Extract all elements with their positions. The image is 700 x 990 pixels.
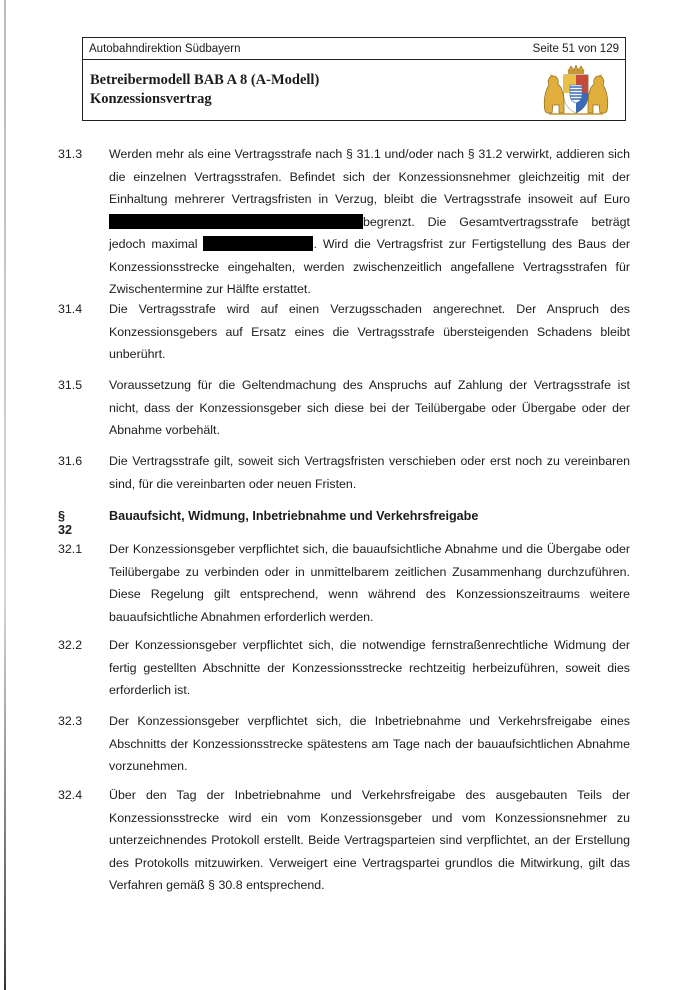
clause-number: 31.4 (58, 302, 83, 316)
clause-number: 32.1 (58, 542, 83, 556)
clause-number: 31.6 (58, 454, 83, 468)
redaction-block (203, 236, 313, 251)
clause-31-6 (58, 450, 630, 495)
clause-32-2 (58, 634, 630, 702)
clause-text (109, 143, 630, 301)
clause-text-part2: begrenzt. Die Gesamtvertragsstrafe beträgt jedoch maximal (109, 214, 630, 251)
clause-number: 32.2 (58, 638, 83, 652)
section-title: Bauaufsicht, Widmung, Inbetriebnahme und Verkehrsfreigabe (109, 509, 479, 523)
header-top-row (83, 38, 625, 60)
document-title (90, 71, 319, 109)
clause-text: Über den Tag der Inbetriebnahme und Verkehrsfreigabe des ausgebauten Teils der Konzessionsstrecke wird ein vom Konzessionsgeber und vom Konzessionsnehmer zu unterzeichnendes Protokoll erstellt. Beide Vertragsparteien sind verpflichtet, an der Erstellung des Protokolls mitzuwirken. Verweigert eine Vertragspartei grundlos die Mitwirkung, gilt das Verfahren gemäß § 30.8 entsprechend. (109, 788, 630, 892)
clause-number: 31.3 (58, 147, 83, 161)
redaction-block (109, 214, 363, 229)
clause-number: 32.4 (58, 788, 83, 802)
scan-edge-shadow (4, 0, 6, 990)
clause-31-3 (58, 143, 630, 301)
page-number: Seite 51 von 129 (532, 42, 619, 55)
clause-32-1 (58, 538, 630, 628)
clause-text: Der Konzessionsgeber verpflichtet sich, die bauaufsichtliche Abnahme und die Übergabe oder Teilübergabe zu verbinden oder in unmittelbarem zeitlichen Zusammenhang durchzuführen. Diese Regelung gilt entsprechend, wenn während des Konzessionszeitraums weitere bauaufsichtliche Abnahmen erforderlich werden. (109, 542, 630, 624)
section-number: § 32 (58, 509, 73, 537)
clause-text-part1: Werden mehr als eine Vertragsstrafe nach § 31.1 und/oder nach § 31.2 verwirkt, addieren sich die einzelnen Vertragsstrafen. Befindet sich der Konzessionsnehmer gleichzeitig mit der Einhaltung mehrerer Vertragsfristen in Verzug, bleibt die Vertragsstrafe insoweit auf Euro (109, 147, 630, 206)
clause-text: Die Vertragsstrafe gilt, soweit sich Vertragsfristen verschieben oder erst noch zu vereinbaren sind, für die vereinbarten oder neuen Fristen. (109, 454, 630, 491)
clause-text: Die Vertragsstrafe wird auf einen Verzugsschaden angerechnet. Der Anspruch des Konzessionsgebers auf Ersatz eines die Vertragsstrafe übersteigenden Schadens bleibt unberührt. (109, 302, 630, 361)
clause-number: 31.5 (58, 378, 83, 392)
coat-of-arms-logo (537, 65, 615, 117)
authority-name: Autobahndirektion Südbayern (89, 42, 241, 55)
clause-32-3 (58, 710, 630, 778)
clause-text: Voraussetzung für die Geltendmachung des Anspruchs auf Zahlung der Vertragsstrafe ist nicht, dass der Konzessionsgeber sich diese bei der Teilübergabe oder Übergabe oder der Abnahme vorbehält. (109, 378, 630, 437)
clause-31-5 (58, 374, 630, 442)
clause-number: 32.3 (58, 714, 83, 728)
clause-text: Der Konzessionsgeber verpflichtet sich, die notwendige fernstraßenrechtliche Widmung der fertig gestellten Abschnitte der Konzessionsstrecke rechtzeitig herbeizuführen, soweit dies erforderlich ist. (109, 638, 630, 697)
clause-text-part3: . Wird die Vertragsfrist zur Fertigstellung des Baus der Konzessionsstrecke eingehalten, werden zwischenzeitlich angefallene Vertragsstrafen für Zwischentermine zur Hälfte erstattet. (109, 237, 630, 296)
page-header (82, 37, 626, 121)
clause-text: Der Konzessionsgeber verpflichtet sich, die Inbetriebnahme und Verkehrsfreigabe eines Abschnitts der Konzessionsstrecke spätestens am Tage nach der bauaufsichtlichen Abnahme vorzunehmen. (109, 714, 630, 773)
clause-31-4 (58, 298, 630, 366)
document-title-line1: Betreibermodell BAB A 8 (A-Modell) (90, 72, 320, 88)
clause-32-4 (58, 784, 630, 897)
document-title-line2: Konzessionsvertrag (90, 91, 212, 107)
